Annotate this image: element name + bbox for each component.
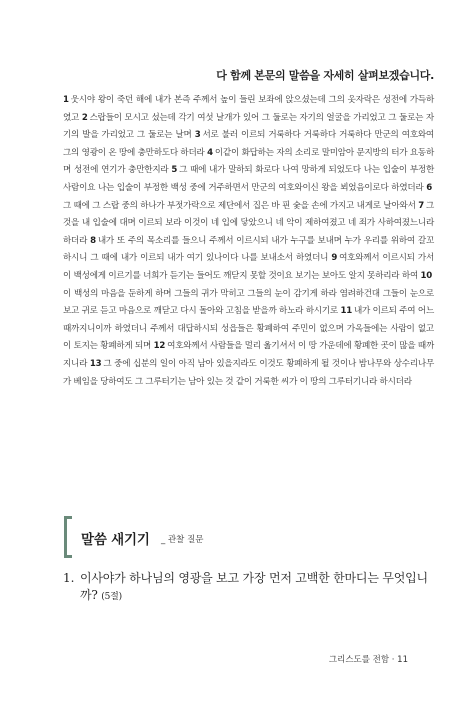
question-number: 1. xyxy=(63,571,75,585)
question-reference: (5절) xyxy=(101,592,122,602)
verse-text: 이 백성의 마음을 둔하게 하며 그들의 귀가 막히고 그들의 눈이 감기게 하라 염려하건대 그들이 눈으로 보고 귀로 듣고 마음으로 깨닫고 다시 돌아와 고침을 받을까 하노라 하시기로 xyxy=(63,288,434,317)
section-header xyxy=(64,516,264,558)
verse-text: 그것을 내 입술에 대며 이르되 보라 이것이 네 입에 닿았으니 네 악이 제하여졌고 네 죄가 사하여졌느니라 하더라 xyxy=(63,200,434,246)
verse-number: 10 xyxy=(420,270,433,281)
verse-text: 내가 또 주의 목소리를 들으니 주께서 이르시되 내가 누구를 보내며 누가 우리를 위하여 갈꼬 하시니 그 때에 내가 이르되 내가 여기 있나이다 나를 보내소서 하였더니 xyxy=(63,235,435,264)
verse-number: 6 xyxy=(426,182,432,193)
verse-number: 12 xyxy=(153,341,166,352)
verse-text: 여호와께서 이르시되 가서 이 백성에게 이르기를 너희가 듣기는 들어도 깨닫지 못할 것이요 보기는 보아도 알지 못하리라 하여 xyxy=(63,253,434,281)
verse-number: 11 xyxy=(340,306,352,317)
section-bracket xyxy=(64,516,72,558)
page-footer: 그리스도를 전함 · 11 xyxy=(328,655,408,665)
question-text: 이사야가 하나님의 영광을 보고 가장 먼저 고백한 한마디는 무엇입니까? xyxy=(80,571,428,602)
section-subtitle: _ 관찰 질문 xyxy=(161,535,204,545)
verse-number: 5 xyxy=(171,165,178,176)
verse-number: 9 xyxy=(331,253,338,264)
scripture-passage xyxy=(63,92,434,391)
verse-text: 스랍들이 모시고 섰는데 각기 여섯 날개가 있어 그 둘로는 자기의 얼굴을 가리었고 그 둘로는 자기의 발을 가리었고 그 둘로는 날며 xyxy=(63,112,434,141)
verse-number: 7 xyxy=(418,200,424,211)
verse-number: 8 xyxy=(90,235,96,246)
verse-number: 3 xyxy=(194,130,201,141)
verse-number: 1 xyxy=(63,95,69,105)
verse-text: 그 때에 그 스랍 중의 하나가 부젓가락으로 제단에서 집은 바 핀 숯을 손에 가지고 내게로 날아와서 xyxy=(63,200,416,211)
verse-text: 여호와께서 사람들을 멀리 옮기셔서 이 땅 가운데에 황폐한 곳이 많을 때까지니라 xyxy=(63,341,435,369)
question-body xyxy=(80,570,435,606)
verse-text: 그 때에 내가 말하되 화로다 나여 망하게 되었도다 나는 입술이 부정한 사람이요 나는 입술이 부정한 백성 중에 거주하면서 만군의 여호와이신 왕을 뵈었음이로다 하였더라 xyxy=(63,165,435,193)
verse-text: 그 중에 십분의 일이 아직 남아 있을지라도 이것도 황폐하게 될 것이나 밤나무와 상수리나무가 베임을 당하여도 그 그루터기는 남아 있는 것 같이 거룩한 씨가 이 땅의 그루터기니라 하시더라 xyxy=(63,358,434,387)
verse-text: 서로 불러 이르되 거룩하다 거룩하다 거룩하다 만군의 여호와여 그의 영광이 온 땅에 충만하도다 하더라 xyxy=(63,130,434,158)
question-item xyxy=(63,570,438,602)
verse-text: 이같이 화답하는 자의 소리로 말미암아 문지방의 터가 요동하며 성전에 연기가 충만한지라 xyxy=(63,147,435,176)
verse-number: 4 xyxy=(207,147,213,158)
section-title: 말씀 새기기 xyxy=(81,532,150,548)
verse-number: 2 xyxy=(81,112,88,123)
verse-text: 내가 이르되 주여 어느 때까지니이까 하였더니 주께서 대답하시되 성읍들은 황폐하여 주민이 없으며 가옥들에는 사람이 없고 이 토지는 황폐하게 되며 xyxy=(63,306,434,352)
verse-number: 13 xyxy=(89,358,102,369)
intro-heading: 다 함께 본문의 말씀을 자세히 살펴보겠습니다. xyxy=(216,69,434,82)
verse-text: 웃시야 왕이 죽던 해에 내가 본즉 주께서 높이 들린 보좌에 앉으셨는데 그의 옷자락은 성전에 가득하였고 xyxy=(63,95,434,123)
